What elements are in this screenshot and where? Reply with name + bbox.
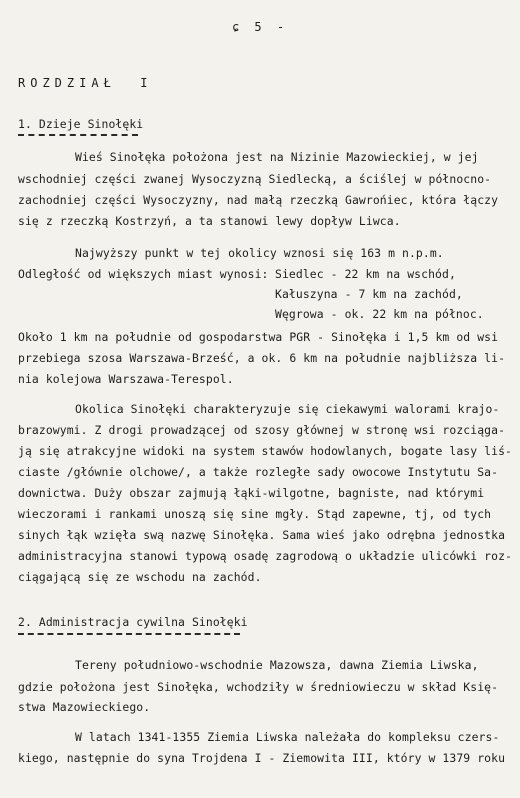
paragraph-line: downictwa. Duży obszar zajmują łąki-wilgotne, bagniste, nad którymi — [18, 486, 485, 500]
paragraph-line: Około 1 km na południe od gospodarstwa PGR - Sinołęka i 1,5 km od wsi — [18, 330, 499, 344]
paragraph-line: wschodniej części zwanej Wysoczyzną Siedlecką, a ściślej w północno- — [18, 172, 492, 186]
paragraph-line: Wieś Sinołęka położona jest na Nizinie Mazowieckiej, w jej — [75, 150, 479, 164]
paragraph-line: ją się atrakcyjne widoki na system stawów hodowlanych, bogate lasy liś- — [18, 444, 512, 458]
paragraph-line: ciaste /głównie olchowe/, a także rozległe sady owocowe Instytutu Sa- — [18, 465, 499, 479]
paragraph-line: sinych łąk wzięła swą nazwę Sinołęka. Sama wieś jako odrębna jednostka — [18, 528, 506, 542]
paragraph-line: zachodniej części Wysoczyzny, nad małą rzeczką Gawrońiec, która łączy — [18, 193, 499, 207]
paragraph-line: Odległość od większych miast wynosi: — [18, 267, 269, 281]
paragraph-line: ciągającą się ze wschodu na zachód. — [18, 570, 262, 584]
paragraph-line: gdzie położona jest Sinołęka, wchodziły w średniowieczu w skład Księ- — [18, 680, 499, 694]
distance-line: Kałuszyna - 7 km na zachód, — [275, 287, 463, 301]
paragraph-line: nia kolejowa Warszawa-Terespol. — [18, 372, 234, 386]
paragraph-line: przebiega szosa Warszawa-Brześć, a ok. 6 km na południe najbliższa li- — [18, 351, 506, 365]
chapter-title: ROZDZIAŁ I — [18, 76, 153, 90]
heading-underline — [18, 134, 138, 136]
heading-underline — [18, 633, 240, 635]
paragraph-line: kiego, następnie do syna Trojdena I - Ziemowita III, który w 1379 roku — [18, 751, 506, 765]
paragraph-line: administracyjna stanowi typową osadę zagrodową o układzie ulicówki roz- — [18, 549, 512, 563]
distance-line: Węgrowa - ok. 22 km na północ. — [275, 307, 484, 321]
paragraph-line: W latach 1341-1355 Ziemia Liwska należała do kompleksu czers- — [75, 730, 500, 744]
paragraph-line: Najwyższy punkt w tej okolicy wznosi się 163 m n.p.m. — [75, 246, 444, 260]
paragraph-line: brazowymi. Z drogi prowadzącej od szosy głównej w stronę wsi rozciąga- — [18, 423, 506, 437]
paragraph-line: Tereny południowo-wschodnie Mazowsza, dawna Ziemia Liwska, — [75, 658, 479, 672]
section-heading: 1. Dzieje Sinołęki — [18, 117, 144, 131]
section-heading: 2. Administracja cywilna Sinołęki — [18, 615, 248, 629]
paragraph-line: wieczorami i rankami unoszą się sine mgły. Stąd zapewne, tj, od tych — [18, 507, 492, 521]
page-number: ɕ 5 - — [231, 20, 289, 34]
paragraph-line: stwa Mazowieckiego. — [18, 700, 151, 714]
distance-line: Siedlec - 22 km na wschód, — [275, 267, 456, 281]
paragraph-line: Okolica Sinołęki charakteryzuje się ciekawymi walorami krajo- — [75, 402, 500, 416]
paragraph-line: się z rzeczką Kostrzyń, a ta stanowi lewy dopływ Liwca. — [18, 214, 401, 228]
